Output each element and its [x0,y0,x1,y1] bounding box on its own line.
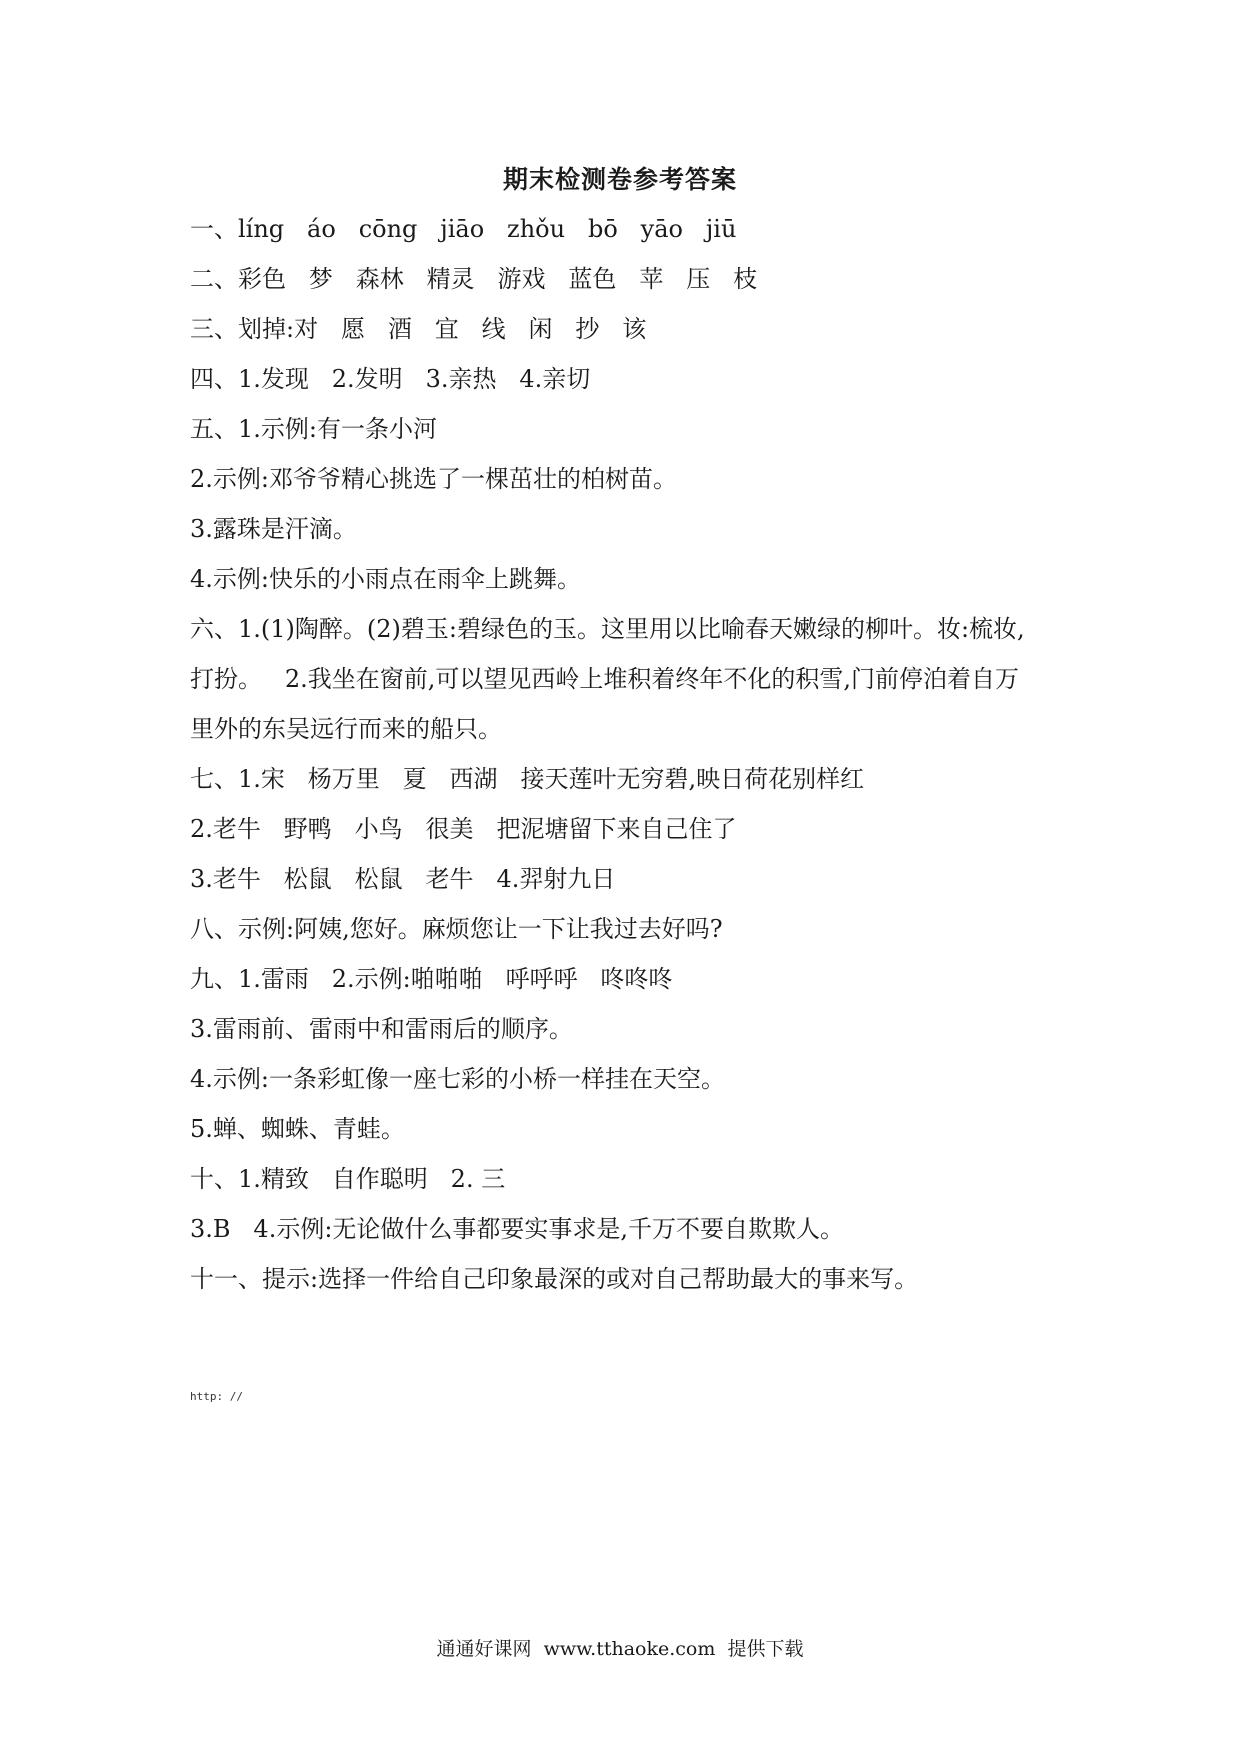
page-title: 期末检测卷参考答案 [502,165,737,194]
answer-line: 四、1.发现 2.发明 3.亲热 4.亲切 [190,365,591,393]
answer-line: 九、1.雷雨 2.示例:啪啪啪 呼呼呼 咚咚咚 [190,965,673,993]
answer-line: 4.示例:快乐的小雨点在雨伞上跳舞。 [190,565,581,593]
answer-line: 2.示例:邓爷爷精心挑选了一棵茁壮的柏树苗。 [190,465,677,493]
answer-line: 打扮。 2.我坐在窗前,可以望见西岭上堆积着终年不化的积雪,门前停泊着自万 [190,665,1020,693]
answer-line: 十一、提示:选择一件给自己印象最深的或对自己帮助最大的事来写。 [190,1265,919,1293]
answer-line: 4.示例:一条彩虹像一座七彩的小桥一样挂在天空。 [190,1065,725,1093]
answer-line: 3.露珠是汗滴。 [190,515,357,543]
answer-line: 二、彩色 梦 森林 精灵 游戏 蓝色 苹 压 枝 [190,265,758,293]
answer-line: 5.蝉、蜘蛛、青蛙。 [190,1115,405,1143]
answer-line: 一、líng áo cōng jiāo zhǒu bō yāo jiū [190,215,737,243]
answer-line: 十、1.精致 自作聪明 2. 三 [190,1165,506,1193]
url-note: http: // [190,1390,243,1403]
answer-line: 八、示例:阿姨,您好。麻烦您让一下让我过去好吗? [190,915,723,943]
answer-line: 3.B 4.示例:无论做什么事都要实事求是,千万不要自欺欺人。 [190,1215,845,1243]
answer-line: 六、1.(1)陶醉。(2)碧玉:碧绿色的玉。这里用以比喻春天嫩绿的柳叶。妆:梳妆, [190,615,1025,643]
answer-lines [190,204,1070,1304]
answer-line: 里外的东吴远行而来的船只。 [190,715,502,743]
answer-line: 七、1.宋 杨万里 夏 西湖 接天莲叶无穷碧,映日荷花别样红 [190,765,865,793]
answer-line: 2.老牛 野鸭 小鸟 很美 把泥塘留下来自己住了 [190,815,737,843]
answer-line: 3.雷雨前、雷雨中和雷雨后的顺序。 [190,1015,573,1043]
answer-line: 三、划掉:对 愿 酒 宜 线 闲 抄 该 [190,315,647,343]
footer-note: 通通好课网 www.tthaoke.com 提供下载 [436,1638,804,1660]
answer-line: 3.老牛 松鼠 松鼠 老牛 4.羿射九日 [190,865,616,893]
answer-line: 五、1.示例:有一条小河 [190,415,437,443]
